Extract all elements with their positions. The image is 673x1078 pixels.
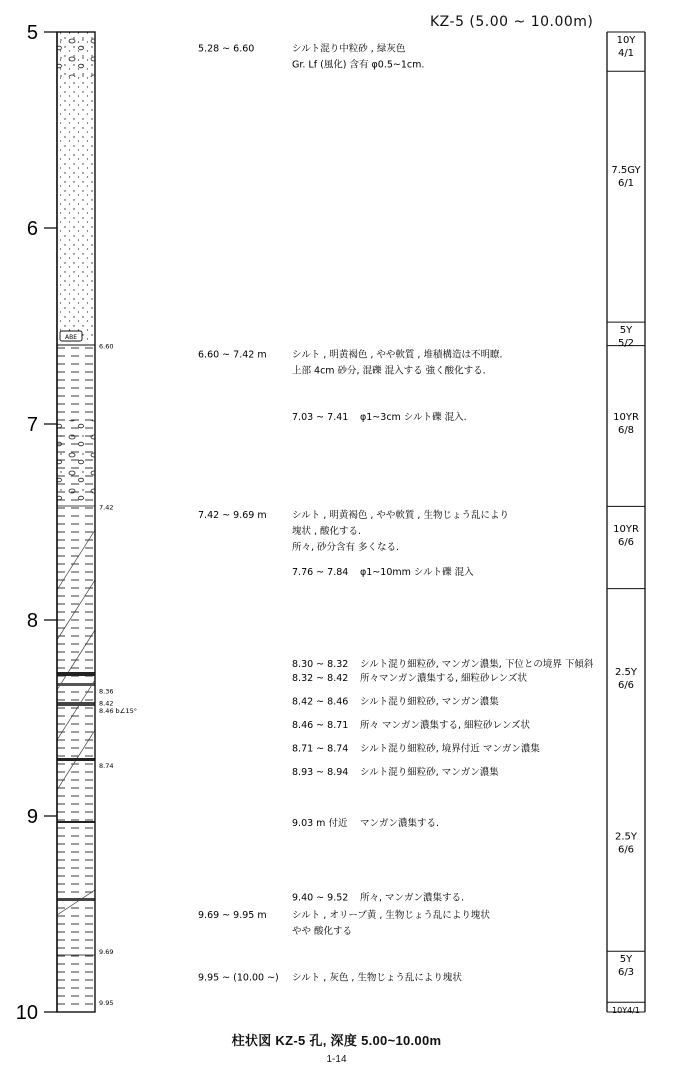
description-line: φ1~3cm シルト礫 混入. [360, 412, 467, 424]
page-number: 1-14 [326, 1054, 347, 1065]
description-line: シルト混り細粒砂, マンガン濃集, 下位との境界 下傾斜 [360, 659, 594, 671]
munsell-color-label: 5Y [619, 325, 633, 337]
descriptions [198, 43, 594, 984]
description-range: 7.76 ~ 7.84 [292, 566, 349, 578]
description-line: Gr. Lf (風化) 含有 φ0.5~1cm. [292, 59, 425, 71]
munsell-color-label: 6/6 [617, 679, 635, 691]
description-line: シルト混り細粒砂, マンガン濃集 [360, 766, 499, 778]
depth-tick-label: 5 [26, 22, 38, 44]
description-range: 8.30 ~ 8.32 [292, 659, 349, 671]
gravel-layer-2 [57, 420, 95, 502]
munsell-color-label: 6/8 [617, 425, 635, 437]
gravel-layer [57, 32, 95, 77]
description-line: シルト混り中粒砂 , 緑灰色 [292, 43, 406, 55]
munsell-color-label: 6/6 [617, 844, 635, 856]
munsell-color-label: 10YR [613, 523, 639, 535]
boundary-labels [99, 343, 137, 1008]
boundary-depth-label: 6.60 [99, 342, 114, 351]
boundary-depth-label: 8.46 b∠15° [99, 707, 138, 716]
description-range: 6.60 ~ 7.42 m [198, 349, 267, 361]
boundary-depth-label: 9.69 [99, 948, 114, 957]
description-range: 5.28 ~ 6.60 [198, 43, 255, 55]
description-range: 9.95 ~ (10.00 ~) [198, 972, 279, 984]
munsell-color-label: 6/3 [617, 967, 635, 979]
description-range: 8.46 ~ 8.71 [292, 719, 349, 731]
boundary-depth-label: 8.74 [99, 762, 114, 771]
description-line: シルト , 明黄褐色 , やや軟質 , 堆積構造は不明瞭. [292, 349, 503, 361]
depth-tick-label: 9 [26, 806, 38, 828]
munsell-color-label: 10Y4/1 [612, 1006, 640, 1016]
description-line: 塊状 , 酸化する. [292, 526, 362, 538]
boundary-depth-label: 9.95 [99, 999, 114, 1008]
description-range: 8.71 ~ 8.74 [292, 743, 349, 755]
description-line: シルト混り細粒砂, 境界付近 マンガン濃集 [360, 743, 540, 755]
depth-tick-label: 10 [15, 1002, 38, 1024]
color-column [607, 32, 645, 1015]
core-tag-label: ABE [64, 334, 78, 341]
description-line: シルト , 明黄褐色 , やや軟質 , 生物じょう乱により [292, 510, 509, 522]
description-range: 8.32 ~ 8.42 [292, 672, 349, 684]
depth-tick-label: 8 [26, 610, 38, 632]
sand-layer [57, 32, 95, 342]
boundary-depth-label: 8.36 [99, 687, 114, 696]
depth-tick-label: 7 [26, 414, 38, 436]
munsell-color-label: 6/6 [617, 536, 635, 548]
munsell-color-label: 6/1 [617, 178, 635, 190]
munsell-color-label: 10YR [613, 412, 639, 424]
lithology-column [57, 32, 95, 1012]
description-line: 上部 4cm 砂分, 混礫 混入する 強く酸化する. [292, 365, 486, 377]
boundary-depth-label: 7.42 [99, 503, 114, 512]
munsell-color-label: 2.5Y [614, 831, 638, 843]
description-line: シルト , 灰色 , 生物じょう乱により塊状 [292, 972, 462, 984]
boundary-depth-label: 8.42 [99, 699, 114, 708]
munsell-color-label: 2.5Y [614, 666, 638, 678]
description-range: 9.03 m 付近 [292, 817, 348, 829]
description-range: 8.42 ~ 8.46 [292, 696, 349, 708]
log-title: KZ-5 (5.00 ~ 10.00m) [430, 14, 594, 30]
depth-axis [16, 22, 57, 1024]
description-line: シルト混り細粒砂, マンガン濃集 [360, 696, 499, 708]
description-range: 7.03 ~ 7.41 [292, 412, 349, 424]
figure-caption: 柱状図 KZ-5 孔, 深度 5.00~10.00m [231, 1033, 442, 1048]
description-line: やや 酸化する [292, 925, 353, 937]
munsell-color-label: 7.5GY [611, 165, 641, 177]
description-line: 所々, 砂分含有 多くなる. [292, 542, 400, 554]
description-line: 所々 マンガン濃集する, 細粒砂レンズ状 [360, 719, 531, 731]
description-range: 9.69 ~ 9.95 m [198, 909, 267, 921]
munsell-color-label: 10Y [616, 35, 636, 46]
description-line: 所々マンガン濃集する, 細粒砂レンズ状 [360, 672, 528, 684]
description-line: φ1~10mm シルト礫 混入 [360, 566, 474, 578]
munsell-color-label: 5Y [619, 954, 633, 966]
munsell-color-label: 4/1 [617, 48, 635, 59]
description-range: 8.93 ~ 8.94 [292, 766, 349, 778]
description-line: マンガン濃集する. [360, 817, 440, 829]
description-line: シルト , オリーブ黄 , 生物じょう乱により塊状 [292, 909, 490, 921]
description-range: 7.42 ~ 9.69 m [198, 510, 267, 522]
munsell-color-label: 5/2 [617, 338, 635, 350]
description-range: 9.40 ~ 9.52 [292, 892, 349, 904]
core-tag [60, 331, 82, 341]
description-line: 所々, マンガン濃集する. [360, 892, 465, 904]
depth-tick-label: 6 [26, 218, 38, 240]
